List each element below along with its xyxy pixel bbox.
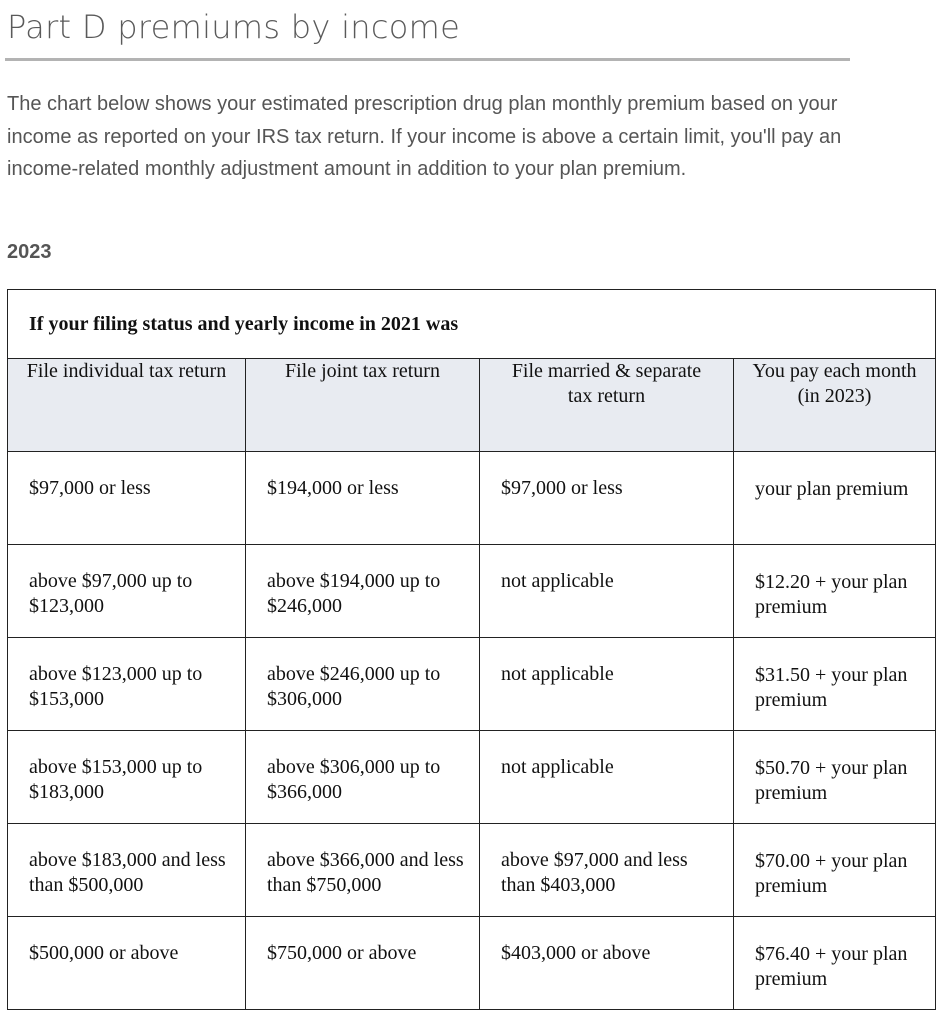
table-row bbox=[8, 824, 936, 917]
cell-individual: $97,000 or less bbox=[8, 452, 246, 545]
cell-you-pay: $70.00 + your plan premium bbox=[734, 824, 936, 917]
cell-married-separate: not applicable bbox=[480, 731, 734, 824]
cell-you-pay: $31.50 + your plan premium bbox=[734, 638, 936, 731]
cell-joint: above $194,000 up to $246,000 bbox=[246, 545, 480, 638]
cell-you-pay: $76.40 + your plan premium bbox=[734, 917, 936, 1010]
table-row bbox=[8, 545, 936, 638]
cell-joint: above $366,000 and less than $750,000 bbox=[246, 824, 480, 917]
cell-joint: $750,000 or above bbox=[246, 917, 480, 1010]
cell-you-pay: $12.20 + your plan premium bbox=[734, 545, 936, 638]
column-header-individual: File individual tax return bbox=[8, 359, 246, 452]
cell-individual: $500,000 or above bbox=[8, 917, 246, 1010]
cell-you-pay: $50.70 + your plan premium bbox=[734, 731, 936, 824]
cell-married-separate: $403,000 or above bbox=[480, 917, 734, 1010]
column-header-joint: File joint tax return bbox=[246, 359, 480, 452]
year-heading: 2023 bbox=[7, 241, 52, 263]
cell-married-separate: not applicable bbox=[480, 545, 734, 638]
cell-married-separate: not applicable bbox=[480, 638, 734, 731]
cell-individual: above $97,000 up to $123,000 bbox=[8, 545, 246, 638]
title-divider bbox=[5, 58, 850, 61]
cell-you-pay: your plan premium bbox=[734, 452, 936, 545]
cell-married-separate: above $97,000 and less than $403,000 bbox=[480, 824, 734, 917]
table-header-row bbox=[8, 359, 936, 452]
page-title: Part D premiums by income bbox=[7, 8, 461, 46]
cell-joint: above $246,000 up to $306,000 bbox=[246, 638, 480, 731]
cell-joint: $194,000 or less bbox=[246, 452, 480, 545]
cell-joint: above $306,000 up to $366,000 bbox=[246, 731, 480, 824]
column-header-you-pay: You pay each month (in 2023) bbox=[734, 359, 936, 452]
intro-paragraph: The chart below shows your estimated prescription drug plan monthly premium based on your income as reported on your IRS tax return. If your income is above a certain limit, you'll pay an income-related monthly adjustment amount in addition to your plan premium. bbox=[7, 93, 842, 180]
table-row bbox=[8, 731, 936, 824]
table-caption: If your filing status and yearly income in 2021 was bbox=[8, 290, 936, 359]
table-row bbox=[8, 452, 936, 545]
cell-individual: above $183,000 and less than $500,000 bbox=[8, 824, 246, 917]
premium-table bbox=[7, 289, 936, 1010]
cell-individual: above $123,000 up to $153,000 bbox=[8, 638, 246, 731]
table-row bbox=[8, 917, 936, 1010]
cell-individual: above $153,000 up to $183,000 bbox=[8, 731, 246, 824]
table-row bbox=[8, 638, 936, 731]
column-header-married-separate: File married & separate tax return bbox=[480, 359, 734, 452]
cell-married-separate: $97,000 or less bbox=[480, 452, 734, 545]
